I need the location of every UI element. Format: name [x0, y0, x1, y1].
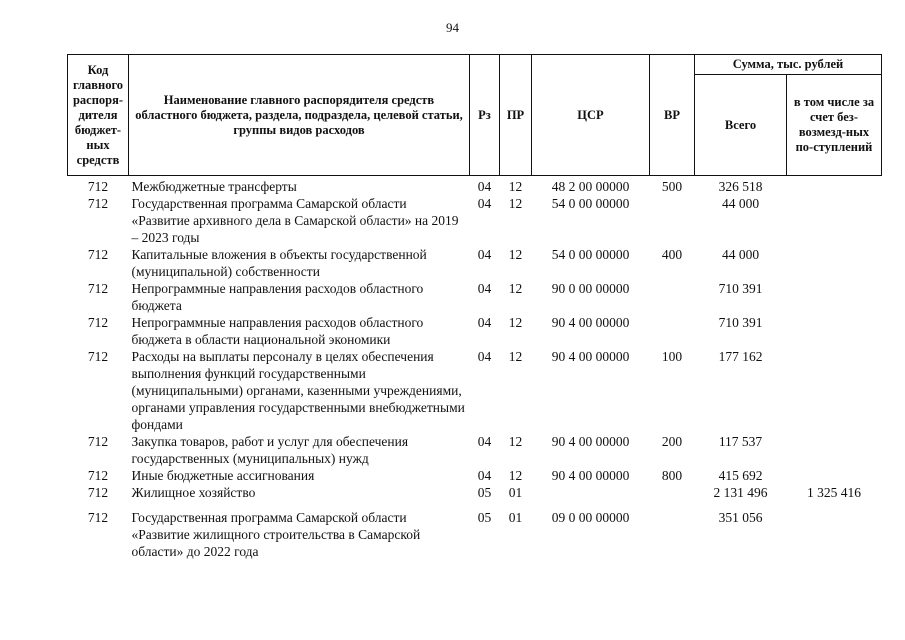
- cell-incl: [787, 195, 882, 246]
- header-rz: Рз: [470, 55, 500, 176]
- cell-rz: 04: [477, 179, 492, 194]
- cell-rz: 05: [477, 485, 492, 500]
- cell-incl: [787, 314, 882, 348]
- cell-pr: 12: [508, 349, 523, 364]
- cell-name: Непрограммные направления расходов областного бюджета: [131, 281, 424, 313]
- cell-total: 177 162: [718, 349, 763, 364]
- table-row: [68, 348, 882, 433]
- header-sum: Сумма, тыс. рублей: [695, 55, 882, 75]
- cell-pr: 12: [508, 434, 523, 449]
- cell-pr: 12: [508, 247, 523, 262]
- cell-incl: [787, 501, 882, 560]
- cell-csr: 90 4 00 00000: [551, 315, 630, 330]
- cell-total: 44 000: [721, 196, 760, 211]
- header-total: Всего: [695, 75, 787, 176]
- cell-rz: 04: [477, 315, 492, 330]
- cell-vr: [650, 314, 695, 348]
- cell-vr: [650, 195, 695, 246]
- cell-rz: 04: [477, 247, 492, 262]
- cell-csr: 90 0 00 00000: [551, 281, 630, 296]
- cell-csr: [532, 484, 650, 501]
- cell-total: 326 518: [718, 179, 763, 194]
- table-row: [68, 176, 882, 196]
- cell-code: 712: [87, 349, 109, 364]
- cell-pr: 01: [508, 485, 523, 500]
- cell-rz: 04: [477, 434, 492, 449]
- cell-name: Расходы на выплаты персоналу в целях обеспечения выполнения функций государственными (муниципальными) органами, казенными учреждениями, органами управления государственными внебюджетными фондами: [131, 349, 465, 432]
- cell-pr: 12: [508, 281, 523, 296]
- cell-vr: [650, 280, 695, 314]
- cell-name: Государственная программа Самарской области «Развитие архивного дела в Самарской области» на 2019 – 2023 годы: [131, 196, 459, 245]
- cell-code: 712: [87, 281, 109, 296]
- cell-vr: 400: [661, 247, 683, 262]
- cell-vr: 200: [661, 434, 683, 449]
- cell-total: 415 692: [718, 468, 763, 483]
- table-body: [68, 176, 882, 561]
- cell-vr: 100: [661, 349, 683, 364]
- cell-incl: [787, 280, 882, 314]
- cell-total: 710 391: [718, 315, 763, 330]
- cell-rz: 05: [477, 510, 492, 525]
- table-row: [68, 246, 882, 280]
- cell-vr: 500: [661, 179, 683, 194]
- cell-code: 712: [87, 247, 109, 262]
- cell-csr: 90 4 00 00000: [551, 468, 630, 483]
- cell-total: 2 131 496: [713, 485, 768, 500]
- cell-csr: 90 4 00 00000: [551, 434, 630, 449]
- cell-name: Закупка товаров, работ и услуг для обеспечения государственных (муниципальных) нужд: [131, 434, 409, 466]
- table-row: [68, 433, 882, 467]
- table-row: [68, 484, 882, 501]
- cell-vr: [650, 484, 695, 501]
- cell-incl: [787, 433, 882, 467]
- cell-rz: 04: [477, 196, 492, 211]
- cell-total: 117 537: [718, 434, 763, 449]
- table-row: [68, 501, 882, 560]
- cell-pr: 12: [508, 315, 523, 330]
- cell-total: 44 000: [721, 247, 760, 262]
- cell-rz: 04: [477, 281, 492, 296]
- header-pr: ПР: [500, 55, 532, 176]
- cell-incl: [787, 176, 882, 196]
- table-row: [68, 314, 882, 348]
- cell-csr: 54 0 00 00000: [551, 247, 630, 262]
- header-name: Наименование главного распорядителя средств областного бюджета, раздела, подраздела, целевой статьи, группы видов расходов: [129, 55, 470, 176]
- page-number: 94: [446, 20, 459, 35]
- cell-csr: 90 4 00 00000: [551, 349, 630, 364]
- cell-code: 712: [87, 315, 109, 330]
- cell-code: 712: [87, 434, 109, 449]
- cell-name: Межбюджетные трансферты: [131, 179, 297, 194]
- cell-pr: 12: [508, 179, 523, 194]
- cell-code: 712: [87, 485, 109, 500]
- cell-pr: 12: [508, 468, 523, 483]
- cell-rz: 04: [477, 349, 492, 364]
- cell-code: 712: [87, 510, 109, 525]
- cell-vr: [650, 501, 695, 560]
- cell-name: Иные бюджетные ассигнования: [131, 468, 315, 483]
- cell-pr: 01: [508, 510, 523, 525]
- cell-csr: 54 0 00 00000: [551, 196, 630, 211]
- cell-name: Государственная программа Самарской области «Развитие жилищного строительства в Самарской области» до 2022 года: [131, 510, 421, 559]
- cell-total: 351 056: [718, 510, 763, 525]
- cell-total: 710 391: [718, 281, 763, 296]
- table-row: [68, 280, 882, 314]
- cell-csr: 09 0 00 00000: [551, 510, 630, 525]
- cell-incl: 1 325 416: [807, 485, 861, 500]
- cell-code: 712: [87, 179, 109, 194]
- cell-code: 712: [87, 196, 109, 211]
- table-header: [68, 55, 882, 176]
- cell-incl: [787, 467, 882, 484]
- cell-incl: [787, 348, 882, 433]
- cell-vr: 800: [661, 468, 683, 483]
- cell-incl: [787, 246, 882, 280]
- cell-pr: 12: [508, 196, 523, 211]
- budget-table: [67, 54, 882, 560]
- header-code: Код главного распоря-дителя бюджет-ных средств: [68, 55, 129, 176]
- table-row: [68, 195, 882, 246]
- cell-rz: 04: [477, 468, 492, 483]
- header-incl: в том числе за счет без-возмезд-ных по-ступлений: [787, 75, 882, 176]
- header-csr: ЦСР: [532, 55, 650, 176]
- cell-csr: 48 2 00 00000: [551, 179, 630, 194]
- cell-name: Жилищное хозяйство: [131, 485, 256, 500]
- header-vr: ВР: [650, 55, 695, 176]
- table-row: [68, 467, 882, 484]
- cell-name: Капитальные вложения в объекты государственной (муниципальной) собственности: [131, 247, 427, 279]
- cell-name: Непрограммные направления расходов областного бюджета в области национальной экономики: [131, 315, 424, 347]
- cell-code: 712: [87, 468, 109, 483]
